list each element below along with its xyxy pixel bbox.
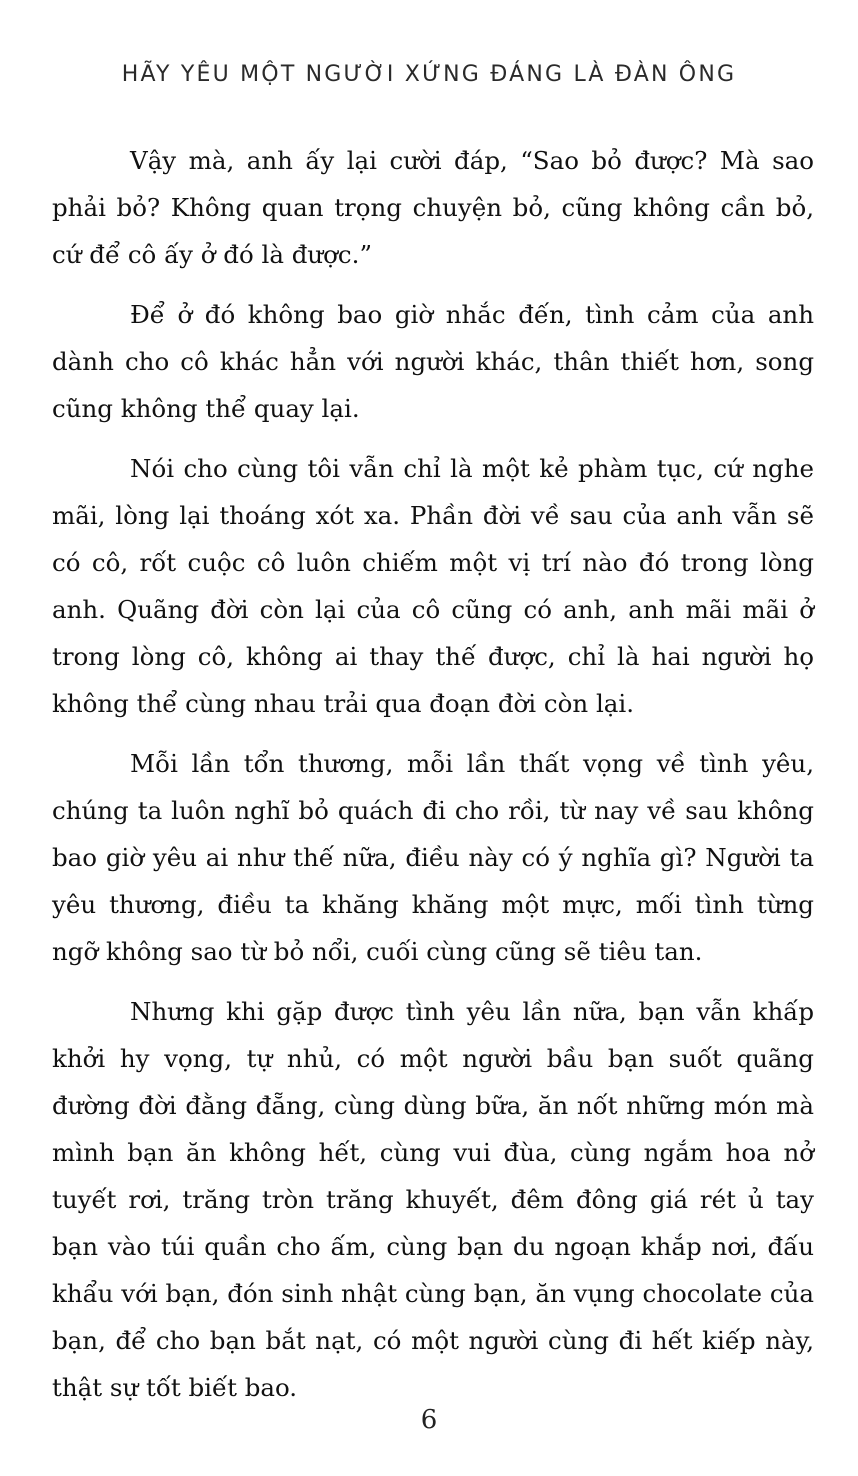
body-text <box>52 137 814 1424</box>
paragraph: Nhưng khi gặp được tình yêu lần nữa, bạn vẫn khấp khởi hy vọng, tự nhủ, có một người bầu bạn suốt quãng đường đời đằng đẵng, cùng dùng bữa, ăn nốt những món mà mình bạn ăn không hết, cùng vui đùa, cùng ngắm hoa nở tuyết rơi, trăng tròn trăng khuyết, đêm đông giá rét ủ tay bạn vào túi quần cho ấm, cùng bạn du ngoạn khắp nơi, đấu khẩu với bạn, đón sinh nhật cùng bạn, ăn vụng chocolate của bạn, để cho bạn bắt nạt, có một người cùng đi hết kiếp này, thật sự tốt biết bao. <box>52 997 814 1402</box>
paragraph: Nói cho cùng tôi vẫn chỉ là một kẻ phàm tục, cứ nghe mãi, lòng lại thoáng xót xa. Phần đời về sau của anh vẫn sẽ có cô, rốt cuộc cô luôn chiếm một vị trí nào đó trong lòng anh. Quãng đời còn lại của cô cũng có anh, anh mãi mãi ở trong lòng cô, không ai thay thế được, chỉ là hai người họ không thể cùng nhau trải qua đoạn đời còn lại. <box>52 454 814 718</box>
paragraph: Vậy mà, anh ấy lại cười đáp, “Sao bỏ được? Mà sao phải bỏ? Không quan trọng chuyện bỏ, cũng không cần bỏ, cứ để cô ấy ở đó là được.” <box>52 146 814 269</box>
page-number: 6 <box>420 1405 438 1435</box>
paragraph: Để ở đó không bao giờ nhắc đến, tình cảm của anh dành cho cô khác hẳn với người khác, thân thiết hơn, song cũng không thể quay lại. <box>52 300 814 423</box>
running-header: HÃY YÊU MỘT NGƯỜI XỨNG ĐÁNG LÀ ĐÀN ÔNG <box>121 62 737 87</box>
paragraph: Mỗi lần tổn thương, mỗi lần thất vọng về tình yêu, chúng ta luôn nghĩ bỏ quách đi cho rồi, từ nay về sau không bao giờ yêu ai như thế nữa, điều này có ý nghĩa gì? Người ta yêu thương, điều ta khăng khăng một mực, mối tình từng ngỡ không sao từ bỏ nổi, cuối cùng cũng sẽ tiêu tan. <box>52 749 814 966</box>
